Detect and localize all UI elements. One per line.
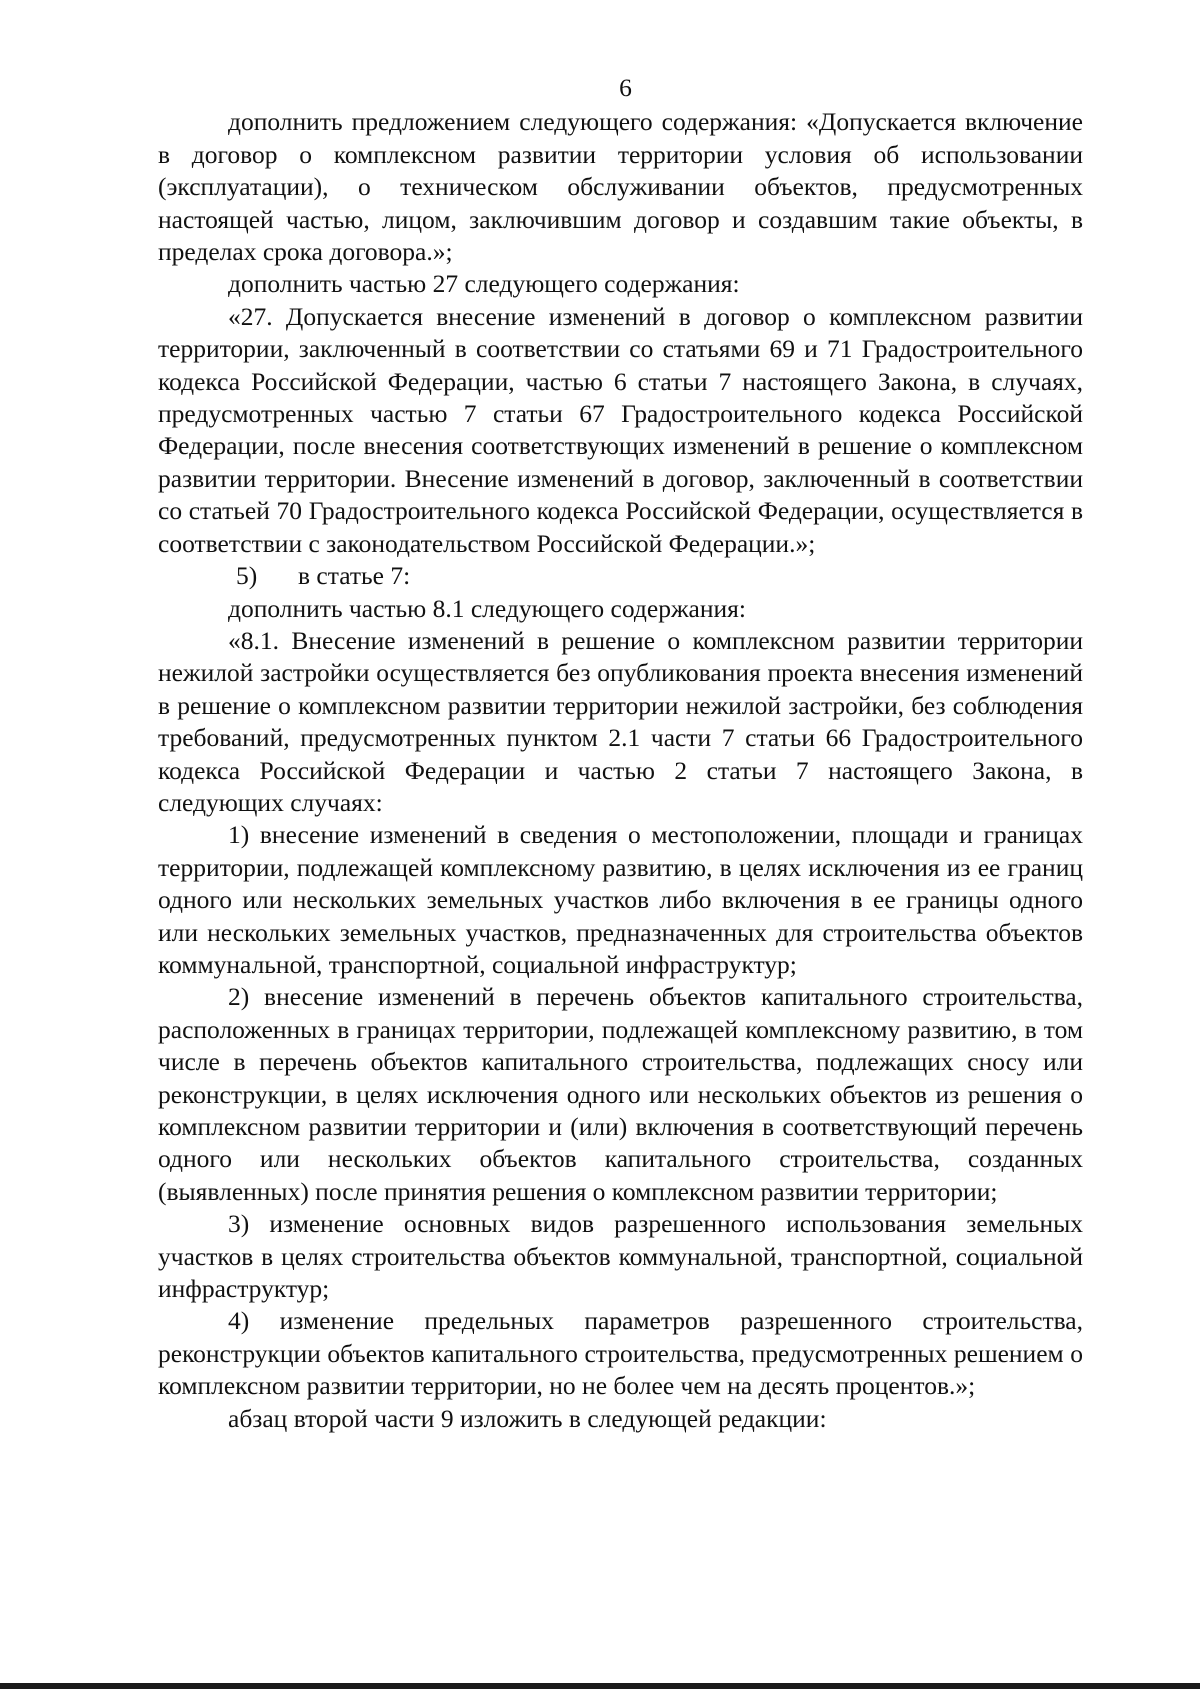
paragraph-add-part-8-1: дополнить частью 8.1 следующего содержания: (228, 593, 746, 623)
paragraph-case-4: 4) изменение предельных параметров разрешенного строительства, реконструкции объектов капитального строительства, предусмотренных решением о комплексном развитии территории, но не более чем на десять процентов.»; (158, 1306, 1083, 1401)
paragraph-supplement-sentence: дополнить предложением следующего содержания: «Допускается включение в договор о комплексном развитии территории условия об использовании (эксплуатации), о техническом обслуживании объектов, предусмотренных настоящей частью, лицом, заключившим договор и создавшим такие объекты, в пределах срока договора.»; (158, 107, 1083, 267)
paragraph-part-27-text: «27. Допускается внесение изменений в договор о комплексном развитии территории, заключенный в соответствии со статьями 69 и 71 Градостроительного кодекса Российской Федерации, частью 6 статьи 7 настоящего Закона, в случаях, предусмотренных частью 7 статьи 67 Градостроительного кодекса Российской Федерации, после внесения соответствующих изменений в решение о комплексном развитии территории. Внесение изменений в договор, заключенный в соответствии со статьей 70 Градостроительного кодекса Российской Федерации, осуществляется в соответствии с законодательством Российской Федерации.»; (158, 301, 1083, 558)
list-item-5-number: 5) (236, 561, 258, 591)
scan-bottom-border (0, 1683, 1200, 1689)
list-item-5 (158, 560, 1083, 592)
paragraph-add-part-27: дополнить частью 27 следующего содержания: (228, 269, 740, 299)
document-page (158, 72, 1083, 1435)
paragraph-case-2: 2) внесение изменений в перечень объектов капитального строительства, расположенных в границах территории, подлежащей комплексному развитию, в том числе в перечень объектов капитального строительства, подлежащих сносу или реконструкции, в целях исключения одного или нескольких объектов из решения о комплексном развитии территории и (или) включения в соответствующий перечень одного или нескольких объектов капитального строительства, созданных (выявленных) после принятия решения о комплексном развитии территории; (158, 982, 1083, 1206)
page-number: 6 (619, 73, 632, 102)
paragraph-case-3: 3) изменение основных видов разрешенного использования земельных участков в целях строительства объектов коммунальной, транспортной, социальной инфраструктур; (158, 1209, 1083, 1304)
paragraph-part-9-second: абзац второй части 9 изложить в следующей редакции: (228, 1403, 827, 1433)
list-item-5-text: в статье 7: (298, 561, 411, 591)
paragraph-part-8-1-text: «8.1. Внесение изменений в решение о комплексном развитии территории нежилой застройки осуществляется без опубликования проекта внесения изменений в решение о комплексном развитии территории нежилой застройки, без соблюдения требований, предусмотренных пунктом 2.1 части 7 статьи 66 Градостроительного кодекса Российской Федерации и частью 2 статьи 7 настоящего Закона, в следующих случаях: (158, 625, 1083, 817)
paragraph-case-1: 1) внесение изменений в сведения о местоположении, площади и границах территории, подлежащей комплексному развитию, в целях исключения из ее границ одного или нескольких земельных участков либо включения в ее границы одного или нескольких земельных участков, предназначенных для строительства объектов коммунальной, транспортной, социальной инфраструктур; (158, 820, 1083, 979)
